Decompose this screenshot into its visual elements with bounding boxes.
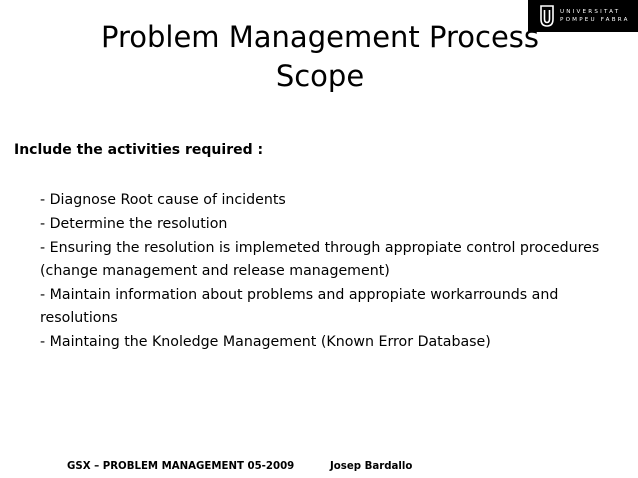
slide-title-line-2: Scope <box>275 59 365 93</box>
logo-line-2: POMPEU FABRA <box>560 17 630 23</box>
footer-course: GSX – PROBLEM MANAGEMENT 05-2009 <box>67 461 295 472</box>
activity-list <box>40 189 600 355</box>
list-item: - Maintain information about problems and appropiate workarrounds and resolutions <box>40 287 559 326</box>
list-item: - Maintaing the Knoledge Management (Known Error Database) <box>40 334 491 350</box>
slide-title <box>60 18 580 96</box>
list-item: - Diagnose Root cause of incidents <box>40 192 286 208</box>
footer-author: Josep Bardallo <box>330 461 413 472</box>
list-item: - Determine the resolution <box>40 216 228 232</box>
intro-heading: Include the activities required : <box>14 142 264 158</box>
slide-title-line-1: Problem Management Process <box>100 20 540 54</box>
list-item: - Ensuring the resolution is implemeted through appropiate control procedures (change management and release management) <box>40 240 600 279</box>
logo-line-1: UNIVERSITAT <box>560 9 621 15</box>
